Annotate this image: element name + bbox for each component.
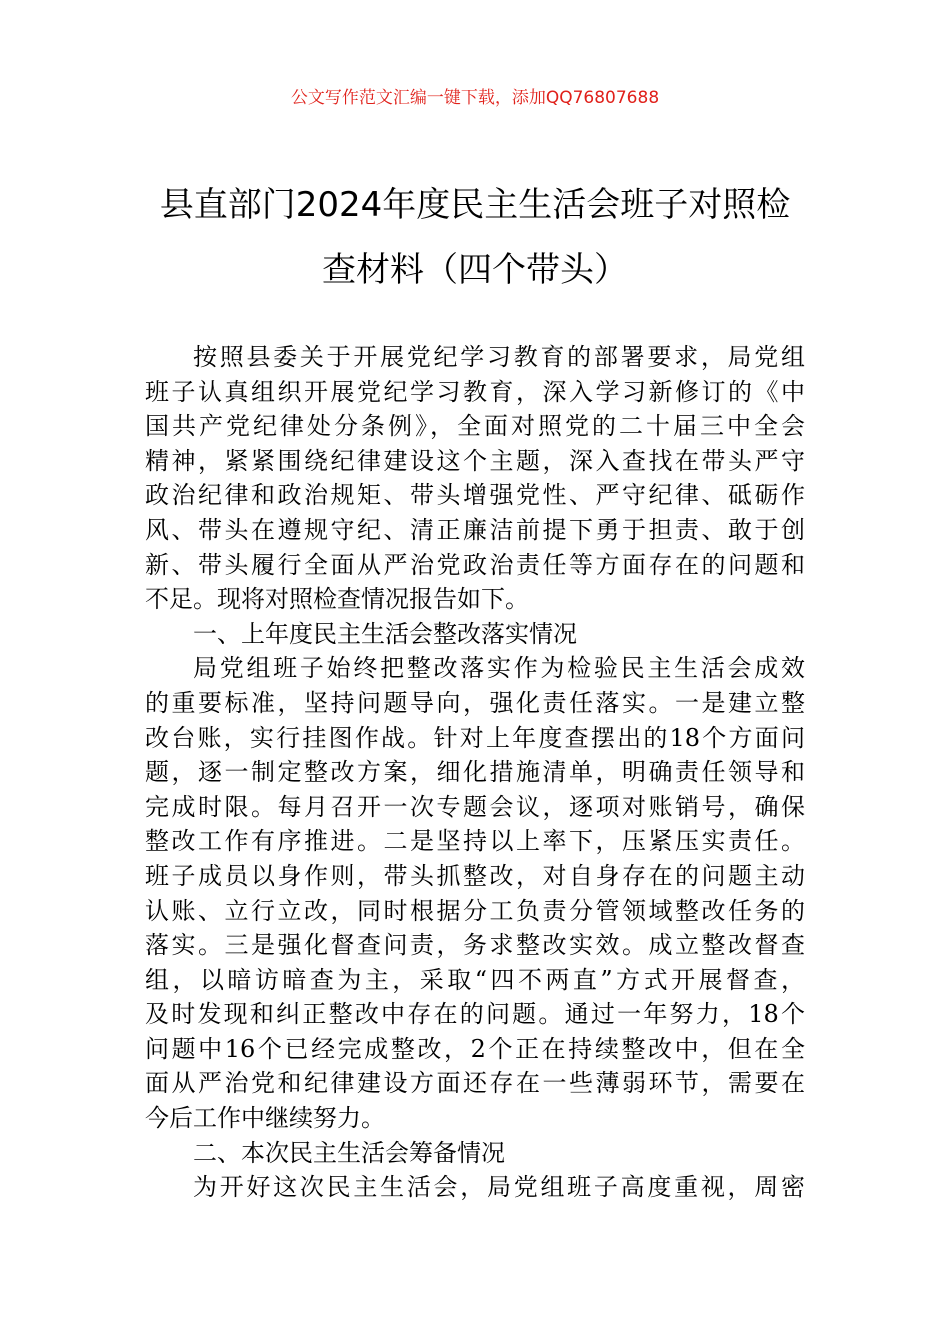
- document-title-line-2: 查材料（四个带头）: [322, 250, 628, 290]
- text-line: 为开好这次民主生活会，局党组班子高度重视，周密: [193, 1173, 805, 1202]
- text-line: 不足。现将对照检查情况报告如下。: [145, 585, 529, 614]
- text-line: 改台账，实行挂图作战。针对上年度查摆出的18个方面问: [145, 723, 805, 752]
- text-line: 风、带头在遵规守纪、清正廉洁前提下勇于担责、敢于创: [145, 515, 805, 544]
- text-line: 及时发现和纠正整改中存在的问题。通过一年努力，18个: [145, 1000, 805, 1029]
- text-line: 班子成员以身作则，带头抓整改，对自身存在的问题主动: [145, 861, 805, 890]
- text-line: 今后工作中继续努力。: [145, 1104, 385, 1133]
- text-line: 政治纪律和政治规矩、带头增强党性、严守纪律、砥砺作: [145, 481, 805, 510]
- text-line: 问题中16个已经完成整改，2个正在持续整改中，但在全: [145, 1034, 805, 1063]
- document-title-line-1: 县直部门2024年度民主生活会班子对照检: [159, 185, 791, 225]
- text-line: 的重要标准，坚持问题导向，强化责任落实。一是建立整: [145, 688, 805, 717]
- text-line: 完成时限。每月召开一次专题会议，逐项对账销号，确保: [145, 792, 805, 821]
- text-line: 组，以暗访暗查为主，采取“四不两直”方式开展督查，: [145, 965, 805, 994]
- section-heading-1: 一、上年度民主生活会整改落实情况: [193, 619, 577, 648]
- text-line: 局党组班子始终把整改落实作为检验民主生活会成效: [193, 654, 805, 683]
- text-line: 新、带头履行全面从严治党政治责任等方面存在的问题和: [145, 550, 805, 579]
- text-line: 班子认真组织开展党纪学习教育，深入学习新修订的《中: [145, 377, 805, 406]
- section-heading-2: 二、本次民主生活会筹备情况: [193, 1138, 505, 1167]
- text-line: 认账、立行立改，同时根据分工负责分管领域整改任务的: [145, 896, 805, 925]
- text-line: 国共产党纪律处分条例》，全面对照党的二十届三中全会: [145, 412, 805, 441]
- text-line: 面从严治党和纪律建设方面还存在一些薄弱环节，需要在: [145, 1069, 805, 1098]
- text-line: 按照县委关于开展党纪学习教育的部署要求，局党组: [193, 343, 805, 371]
- header-note: 公文写作范文汇编一键下载，添加QQ76807688: [290, 88, 660, 108]
- text-line: 精神，紧紧围绕纪律建设这个主题，深入查找在带头严守: [145, 446, 805, 475]
- text-line: 落实。三是强化督查问责，务求整改实效。成立整改督查: [145, 931, 805, 960]
- text-line: 题，逐一制定整改方案，细化措施清单，明确责任领导和: [145, 758, 805, 787]
- text-line: 整改工作有序推进。二是坚持以上率下，压紧压实责任。: [145, 827, 805, 856]
- document-body: [145, 340, 805, 1205]
